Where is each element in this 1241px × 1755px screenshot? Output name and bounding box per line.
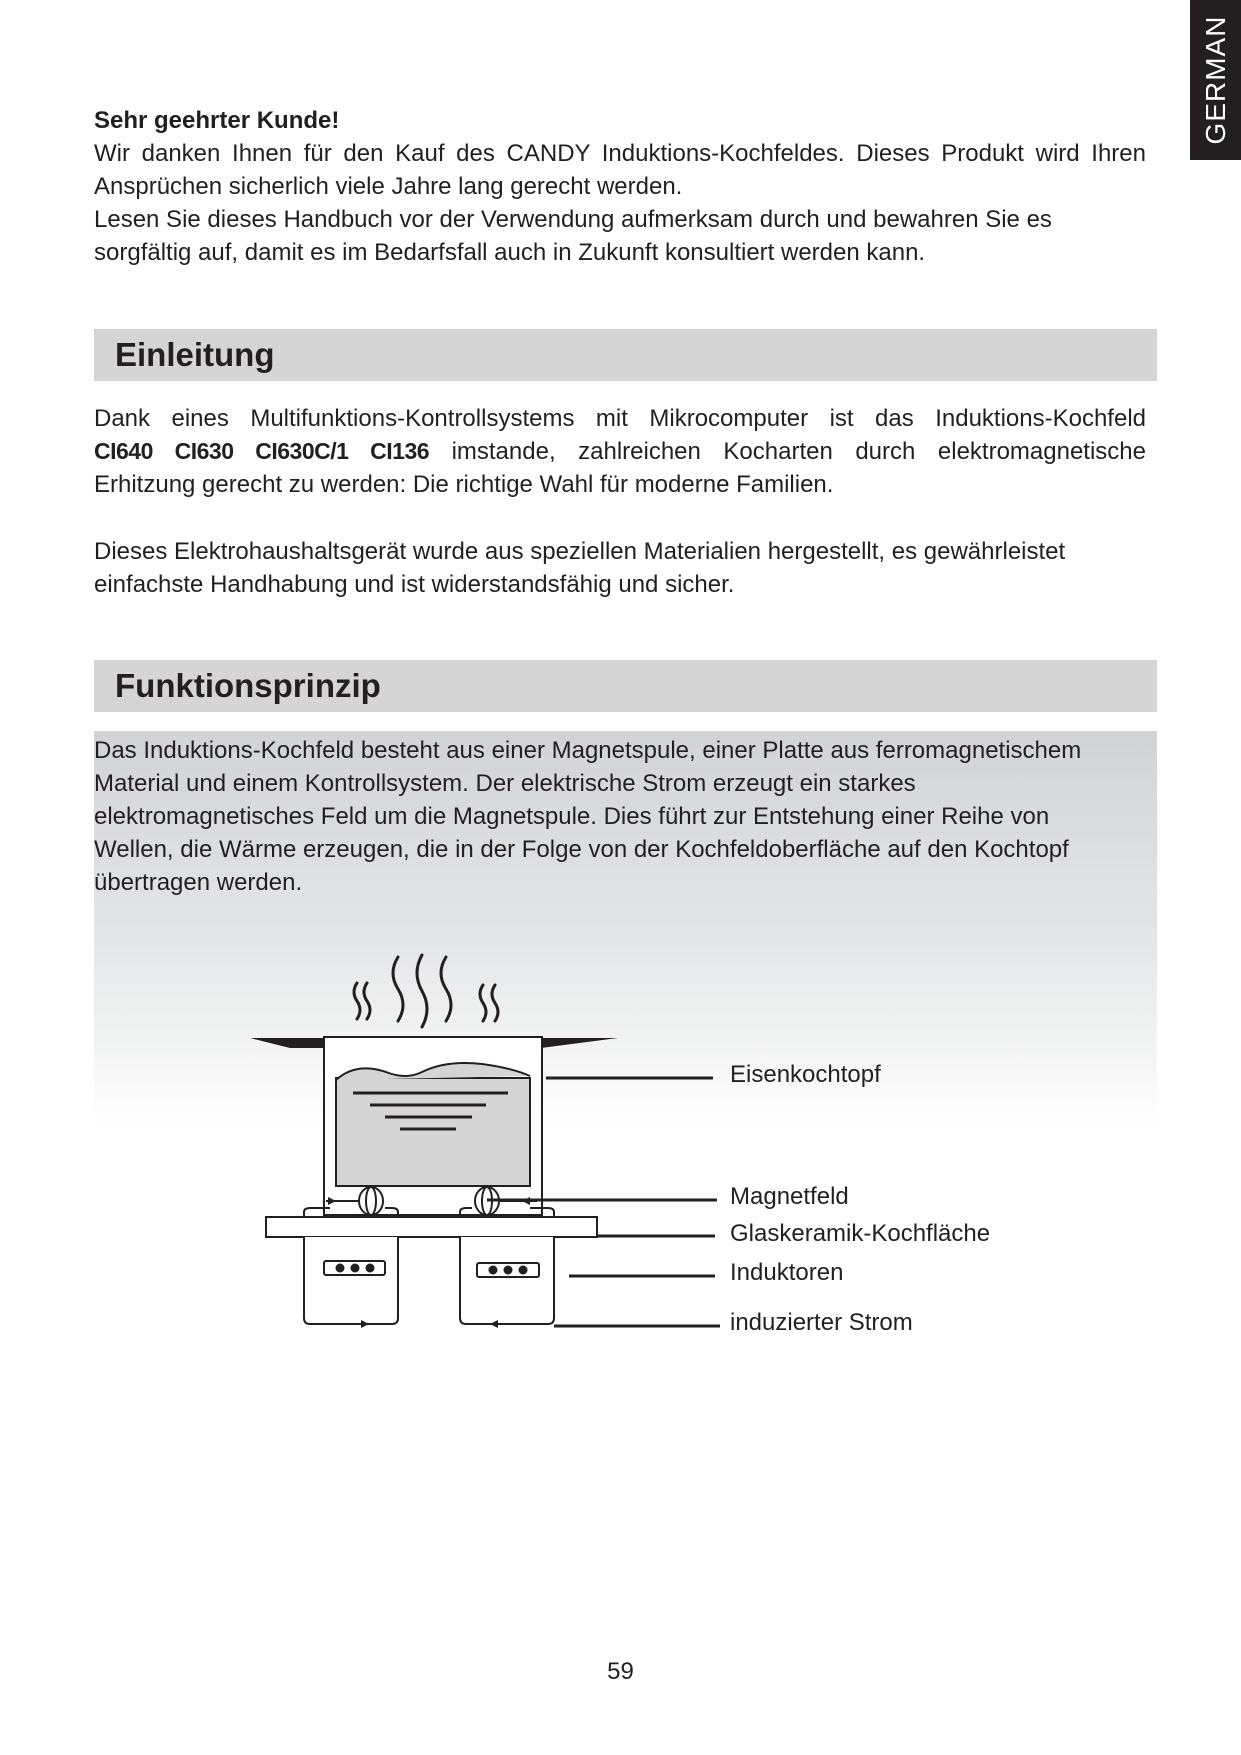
section-heading-funktionsprinzip: Funktionsprinzip — [115, 667, 381, 704]
greeting-line-2: Ansprüchen sicherlich viele Jahre lang gerecht werden. — [94, 173, 683, 200]
section-heading-einleitung: Einleitung — [115, 336, 275, 373]
label-induktoren: Induktoren — [730, 1259, 844, 1286]
page-number: 59 — [607, 1658, 634, 1685]
principle-line-1: Das Induktions-Kochfeld besteht aus einer Magnetspule, einer Platte aus ferromagnetischem — [94, 737, 1082, 764]
greeting-line-1: Wir danken Ihnen für den Kauf des CANDY Induktions-Kochfeldes. Dieses Produkt wird Ihren — [94, 140, 1146, 167]
greeting-line-3: Lesen Sie dieses Handbuch vor der Verwendung aufmerksam durch und bewahren Sie es — [94, 206, 1052, 233]
intro-line-3: Erhitzung gerecht zu werden: Die richtige Wahl für moderne Familien. — [94, 471, 834, 498]
principle-line-5: übertragen werden. — [94, 869, 303, 896]
intro-line-4: Dieses Elektrohaushaltsgerät wurde aus speziellen Materialien hergestellt, es gewährleistet — [94, 538, 1066, 565]
language-tab-label: GERMAN — [1199, 15, 1231, 145]
section-heading-band-einleitung — [94, 329, 1157, 381]
greeting-line-4: sorgfältig auf, damit es im Bedarfsfall auch in Zukunft konsultiert werden kann. — [94, 239, 926, 266]
principle-line-3: elektromagnetisches Feld um die Magnetspule. Dies führt zur Entstehung einer Reihe von — [94, 803, 1050, 830]
label-eisenkochtopf: Eisenkochtopf — [730, 1061, 881, 1088]
label-glaskeramik: Glaskeramik-Kochfläche — [730, 1220, 991, 1247]
intro-line-2 — [94, 435, 1146, 468]
glass-ceramic-plate — [266, 1217, 597, 1237]
heat-waves-icon — [354, 955, 498, 1027]
label-magnetfeld: Magnetfeld — [730, 1183, 849, 1210]
model-numbers: CI640 CI630 CI630C/1 CI136 — [94, 438, 430, 464]
pot-icon — [250, 1037, 618, 1215]
intro-line-1: Dank eines Multifunktions-Kontrollsystems mit Mikrocomputer ist das Induktions-Kochfeld — [94, 405, 1146, 432]
section-heading-band-funktionsprinzip — [94, 660, 1157, 712]
principle-line-4: Wellen, die Wärme erzeugen, die in der Folge von der Kochfeldoberfläche auf den Kochtopf — [94, 836, 1069, 863]
label-induzierter-strom: induzierter Strom — [730, 1309, 913, 1336]
language-tab — [1190, 0, 1241, 160]
principle-line-2: Material und einem Kontrollsystem. Der elektrische Strom erzeugt ein starkes — [94, 770, 916, 797]
intro-line-5: einfachste Handhabung und ist widerstandsfähig und sicher. — [94, 571, 735, 598]
greeting-title: Sehr geehrter Kunde! — [94, 107, 340, 134]
induction-diagram — [240, 940, 720, 1350]
intro-line-2-rest: imstande, zahlreichen Kocharten durch elektromagnetische — [451, 438, 1146, 465]
